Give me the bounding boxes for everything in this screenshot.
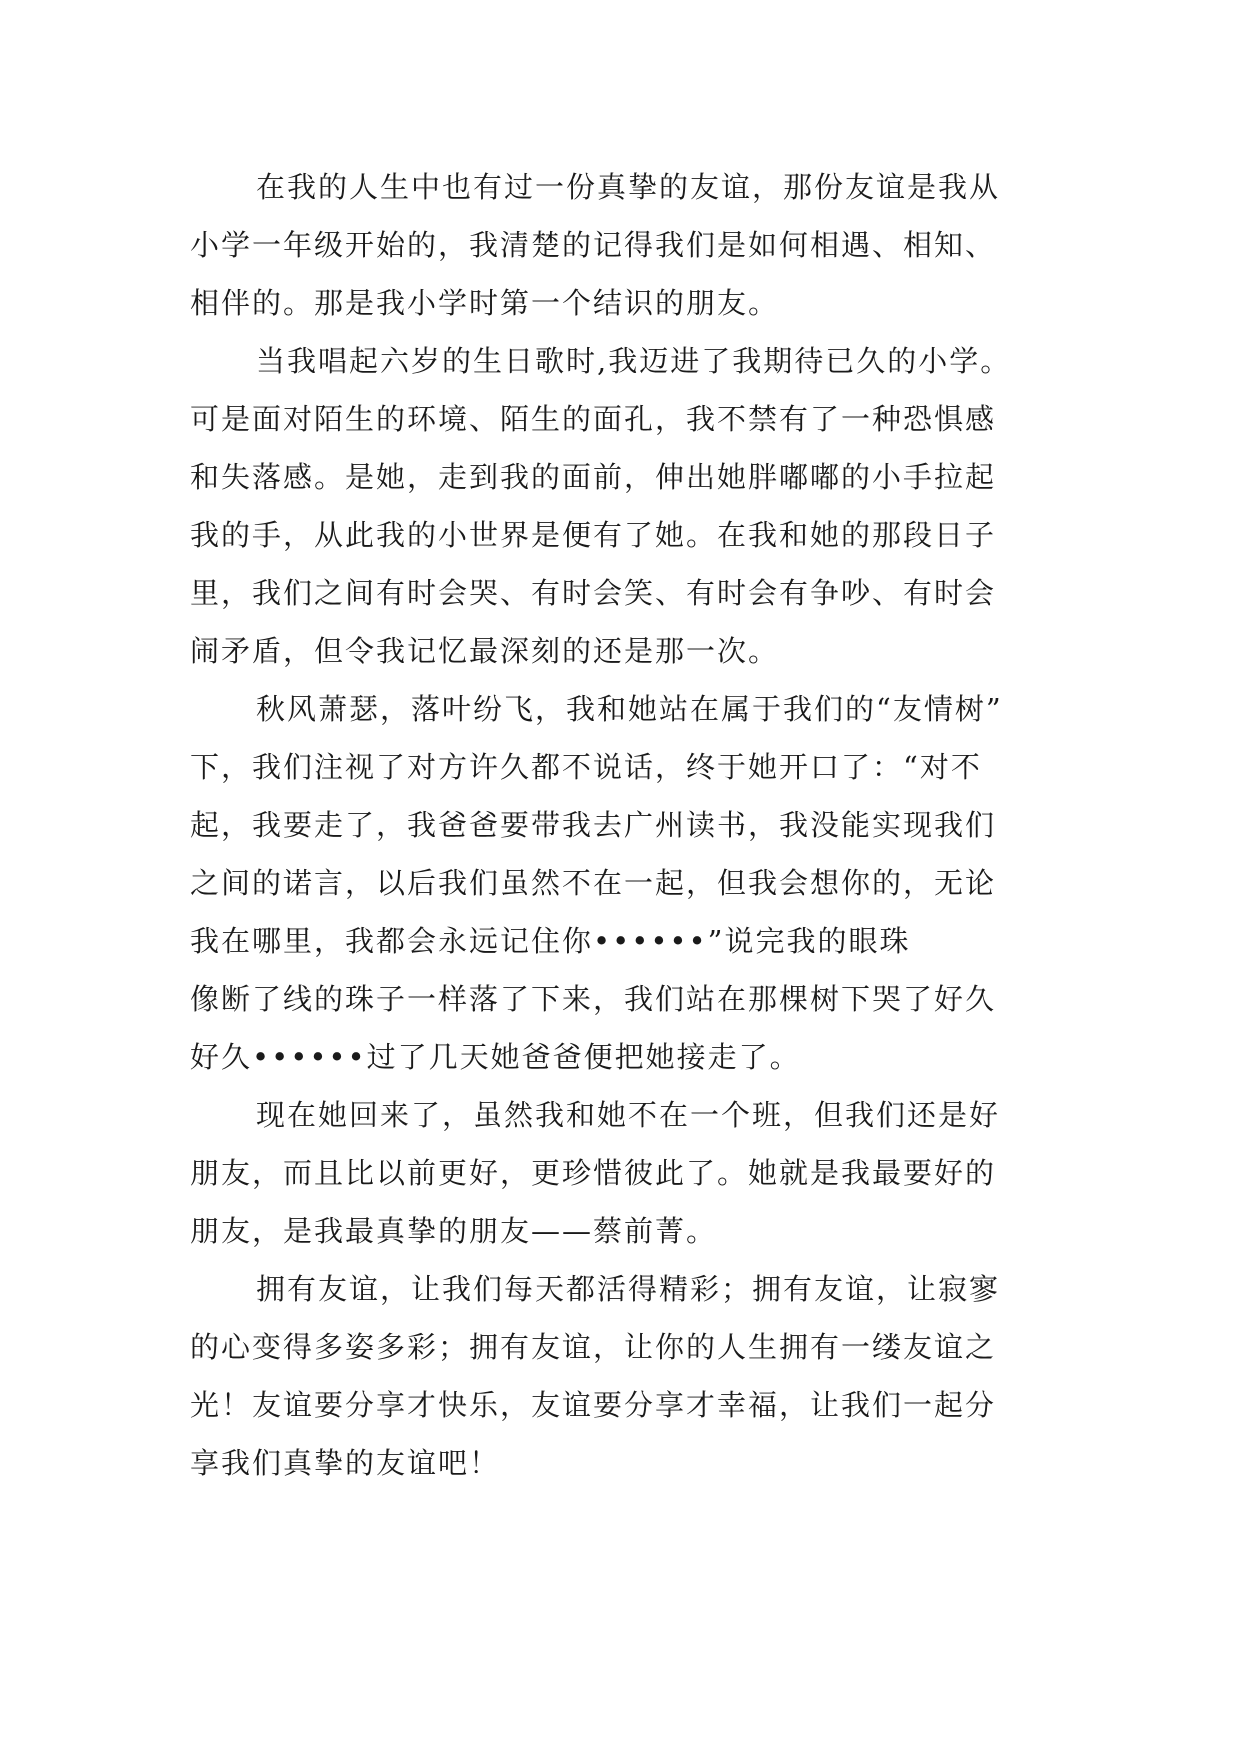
paragraph xyxy=(190,158,1070,332)
text-line: 拥有友谊，让我们每天都活得精彩；拥有友谊，让寂寥 xyxy=(256,1272,1001,1306)
text-line: 像断了线的珠子一样落了下来，我们站在那棵树下哭了好久 xyxy=(190,982,997,1016)
text-line: 秋风萧瑟，落叶纷飞，我和她站在属于我们的“友情树” xyxy=(256,692,1003,726)
text-line: 我在哪里，我都会永远记住你••••••”说完我的眼珠 xyxy=(190,924,911,958)
text-line: 朋友，是我最真挚的朋友——蔡前菁。 xyxy=(190,1214,718,1248)
text-line: 光！友谊要分享才快乐，友谊要分享才幸福，让我们一起分 xyxy=(190,1388,997,1422)
paragraph xyxy=(190,1260,1070,1492)
paragraph xyxy=(190,680,1070,1086)
text-line: 好久••••••过了几天她爸爸便把她接走了。 xyxy=(190,1040,801,1074)
text-line: 下，我们注视了对方许久都不说话，终于她开口了：“对不 xyxy=(190,750,982,784)
text-line: 相伴的。那是我小学时第一个结识的朋友。 xyxy=(190,286,780,320)
paragraph xyxy=(190,332,1070,680)
text-line: 朋友，而且比以前更好，更珍惜彼此了。她就是我最要好的 xyxy=(190,1156,997,1190)
text-line: 在我的人生中也有过一份真挚的友谊，那份友谊是我从 xyxy=(256,170,1001,204)
text-line: 的心变得多姿多彩；拥有友谊，让你的人生拥有一缕友谊之 xyxy=(190,1330,997,1364)
text-line: 现在她回来了，虽然我和她不在一个班，但我们还是好 xyxy=(256,1098,1001,1132)
text-line: 小学一年级开始的，我清楚的记得我们是如何相遇、相知、 xyxy=(190,228,997,262)
text-line: 之间的诺言，以后我们虽然不在一起，但我会想你的，无论 xyxy=(190,866,997,900)
text-line: 我的手，从此我的小世界是便有了她。在我和她的那段日子 xyxy=(190,518,997,552)
text-line: 起，我要走了，我爸爸要带我去广州读书，我没能实现我们 xyxy=(190,808,997,842)
paragraph xyxy=(190,1086,1070,1260)
text-line: 享我们真挚的友谊吧！ xyxy=(190,1446,501,1480)
text-line: 闹矛盾，但令我记忆最深刻的还是那一次。 xyxy=(190,634,780,668)
essay-body xyxy=(190,158,1070,1492)
text-line: 和失落感。是她，走到我的面前，伸出她胖嘟嘟的小手拉起 xyxy=(190,460,997,494)
text-line: 可是面对陌生的环境、陌生的面孔，我不禁有了一种恐惧感 xyxy=(190,402,997,436)
text-line: 当我唱起六岁的生日歌时,我迈进了我期待已久的小学。 xyxy=(256,344,1012,378)
text-line: 里，我们之间有时会哭、有时会笑、有时会有争吵、有时会 xyxy=(190,576,997,610)
